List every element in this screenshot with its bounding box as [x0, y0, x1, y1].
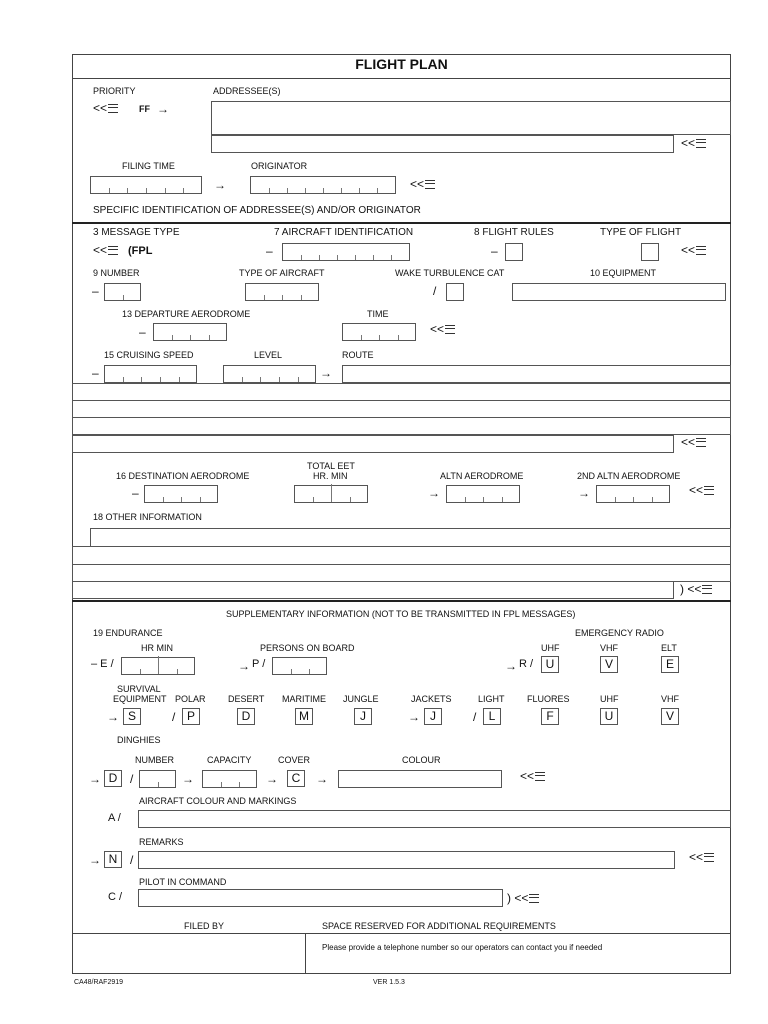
uhf-jacket-box[interactable]: U	[600, 708, 618, 725]
polar-label: POLAR	[175, 694, 206, 704]
divider	[72, 600, 731, 602]
capacity-field[interactable]	[202, 770, 257, 788]
total-eet-field[interactable]	[294, 485, 368, 503]
arrow-icon: →	[578, 486, 590, 500]
destination-field[interactable]	[144, 485, 218, 503]
level-field[interactable]	[223, 365, 316, 383]
remarks-field[interactable]	[138, 851, 675, 869]
jackets-label: JACKETS	[411, 694, 452, 704]
slash-symbol: /	[433, 284, 437, 298]
capacity-label: CAPACITY	[207, 755, 252, 765]
aircraft-id-label: 7 AIRCRAFT IDENTIFICATION	[274, 227, 414, 238]
dinghies-label: DINGHIES	[117, 735, 161, 745]
lt-symbol: <<	[681, 136, 696, 150]
time-label: TIME	[367, 309, 389, 319]
dash-symbol: –	[139, 325, 146, 339]
version: VER 1.5.3	[373, 979, 405, 986]
remarks-n-box[interactable]: N	[104, 851, 122, 868]
dash-symbol: –	[266, 244, 273, 258]
uhf-label-2: UHF	[600, 694, 619, 704]
end-marker	[520, 769, 545, 783]
aircraft-id-field[interactable]	[282, 243, 410, 261]
number-label: 9 NUMBER	[93, 268, 140, 278]
addressee-field-1[interactable]	[211, 101, 731, 135]
end-marker	[681, 136, 706, 150]
equals-icon	[445, 325, 455, 334]
emergency-label: EMERGENCY RADIO	[575, 628, 664, 638]
equipment-field[interactable]	[512, 283, 726, 301]
slash-symbol: /	[130, 772, 134, 786]
end-marker	[430, 322, 455, 336]
arrow-icon: →	[214, 178, 226, 192]
persons-field[interactable]	[272, 657, 327, 675]
survival-label-1: SURVIVAL	[117, 684, 161, 694]
flight-rules-field[interactable]	[505, 243, 523, 261]
pic-label: PILOT IN COMMAND	[139, 877, 227, 887]
slash-symbol: /	[130, 853, 134, 867]
arrow-icon: →	[107, 710, 119, 724]
lt-symbol: <<	[681, 243, 696, 257]
arrow-icon: →	[320, 366, 332, 380]
page-title: FLIGHT PLAN	[355, 56, 448, 72]
light-box[interactable]: L	[483, 708, 501, 725]
end-marker	[93, 243, 118, 257]
vhf-label-2: VHF	[661, 694, 679, 704]
wake-field[interactable]	[446, 283, 464, 301]
originator-field[interactable]	[250, 176, 396, 194]
e-prefix: – E /	[91, 658, 114, 670]
fluores-label: FLUORES	[527, 694, 570, 704]
end-marker	[681, 435, 706, 449]
vhf-jacket-box[interactable]: V	[661, 708, 679, 725]
remarks-label: REMARKS	[139, 837, 184, 847]
type-of-flight-label: TYPE OF FLIGHT	[600, 227, 682, 238]
dash-symbol: –	[132, 486, 139, 500]
altn-field[interactable]	[446, 485, 520, 503]
divider	[305, 933, 306, 974]
arrow-icon: →	[266, 772, 278, 786]
flight-rules-label: 8 FLIGHT RULES	[474, 227, 554, 238]
priority-label: PRIORITY	[93, 86, 136, 96]
ff-text: FF	[139, 104, 150, 114]
end-marker	[93, 101, 118, 115]
supp-title: SUPPLEMENTARY INFORMATION (NOT TO BE TRANSMITTED IN FPL MESSAGES)	[226, 609, 576, 619]
dash-symbol: –	[92, 366, 99, 380]
equals-icon	[704, 853, 714, 862]
arrow-icon: →	[505, 659, 517, 673]
jackets-box[interactable]: J	[424, 708, 442, 725]
lt-symbol: <<	[681, 435, 696, 449]
maritime-box[interactable]: M	[295, 708, 313, 725]
uhf-label: UHF	[541, 643, 560, 653]
arrow-icon: →	[238, 659, 250, 673]
elt-label: ELT	[661, 643, 677, 653]
arrow-icon: →	[89, 772, 101, 786]
aircraft-colour-label: AIRCRAFT COLOUR AND MARKINGS	[139, 796, 297, 806]
equals-icon	[696, 438, 706, 447]
route-field-2[interactable]	[72, 383, 731, 401]
hr-min-label: HR. MIN	[313, 471, 348, 481]
departure-label: 13 DEPARTURE AERODROME	[122, 309, 251, 319]
equals-icon	[704, 486, 714, 495]
light-label: LIGHT	[478, 694, 505, 704]
equipment-label: 10 EQUIPMENT	[590, 268, 657, 278]
desert-label: DESERT	[228, 694, 265, 704]
filing-time-field[interactable]	[90, 176, 202, 194]
lt-symbol: <<	[687, 582, 702, 596]
fluores-box[interactable]: F	[541, 708, 559, 725]
lt-symbol: <<	[689, 483, 704, 497]
vhf-label: VHF	[600, 643, 618, 653]
end-marker	[689, 483, 714, 497]
departure-field[interactable]	[153, 323, 227, 341]
equals-icon	[535, 772, 545, 781]
type-of-aircraft-field[interactable]	[245, 283, 319, 301]
end-marker	[681, 243, 706, 257]
arrow-icon: →	[408, 710, 420, 724]
route-label: ROUTE	[342, 350, 374, 360]
arrow-icon: →	[182, 772, 194, 786]
c-prefix: C /	[108, 891, 123, 903]
other-info-field-1[interactable]	[90, 528, 731, 547]
altn-label: ALTN AERODROME	[440, 471, 524, 481]
elt-box[interactable]: E	[661, 656, 679, 673]
filed-by-field[interactable]	[72, 934, 305, 974]
arrow-icon: →	[316, 772, 328, 786]
filing-time-label: FILING TIME	[122, 161, 175, 171]
cruising-label: 15 CRUISING SPEED	[104, 350, 194, 360]
equals-icon	[529, 894, 539, 903]
maritime-label: MARITIME	[282, 694, 326, 704]
equals-icon	[696, 246, 706, 255]
addressees-label: ADDRESSEE(S)	[213, 86, 281, 96]
equals-icon	[696, 139, 706, 148]
end-marker	[410, 177, 435, 191]
route-field-4[interactable]	[72, 417, 731, 435]
other-info-label: 18 OTHER INFORMATION	[93, 512, 202, 522]
destination-label: 16 DESTINATION AERODROME	[116, 471, 250, 481]
message-type-label: 3 MESSAGE TYPE	[93, 227, 180, 238]
end-marker	[689, 850, 714, 864]
p-prefix: P /	[252, 658, 266, 670]
lt-symbol: <<	[430, 322, 445, 336]
dash-symbol: –	[491, 244, 498, 258]
addressee-field-2[interactable]	[211, 135, 674, 153]
lt-symbol: <<	[93, 101, 108, 115]
persons-label: PERSONS ON BOARD	[260, 643, 355, 653]
survival-box[interactable]: S	[123, 708, 141, 725]
end-marker	[507, 891, 539, 905]
form-code: CA48/RAF2919	[74, 979, 124, 986]
type-of-flight-field[interactable]	[641, 243, 659, 261]
slash-symbol: /	[473, 710, 477, 724]
dinghy-number-label: NUMBER	[135, 755, 175, 765]
arrow-icon: →	[157, 102, 169, 116]
total-eet-label: TOTAL EET	[307, 461, 355, 471]
lt-symbol: <<	[689, 850, 704, 864]
other-info-field-2[interactable]	[72, 546, 731, 565]
dinghy-box[interactable]: D	[104, 770, 122, 787]
end-marker	[680, 582, 712, 596]
close-paren: )	[680, 582, 684, 596]
dinghy-number-field[interactable]	[139, 770, 176, 788]
cruising-speed-field[interactable]	[104, 365, 197, 383]
a-prefix: A /	[108, 812, 121, 824]
lt-symbol: <<	[514, 891, 529, 905]
jungle-label: JUNGLE	[343, 694, 379, 704]
survival-label-2: EQUIPMENT	[113, 694, 167, 704]
altn2-label: 2ND ALTN AERODROME	[577, 471, 681, 481]
route-field-1[interactable]	[342, 365, 731, 383]
other-info-field-3[interactable]	[72, 564, 731, 582]
equals-icon	[108, 246, 118, 255]
fpl-text: (FPL	[128, 245, 153, 257]
equals-icon	[425, 180, 435, 189]
arrow-icon: →	[428, 486, 440, 500]
time-field[interactable]	[342, 323, 416, 341]
equals-icon	[108, 104, 118, 113]
originator-label: ORIGINATOR	[251, 161, 308, 171]
wake-label: WAKE TURBULENCE CAT	[395, 268, 505, 278]
dash-symbol: –	[92, 284, 99, 298]
r-prefix: R /	[519, 658, 534, 670]
other-info-field-4[interactable]	[72, 581, 674, 599]
endurance-field[interactable]	[121, 657, 195, 675]
lt-symbol: <<	[93, 243, 108, 257]
colour-label: COLOUR	[402, 755, 441, 765]
phone-note: Please provide a telephone number so our operators can contact you if needed	[322, 943, 603, 952]
specific-ident-label: SPECIFIC IDENTIFICATION OF ADDRESSEE(S) AND/OR ORIGINATOR	[93, 205, 421, 216]
number-field[interactable]	[104, 283, 141, 301]
filed-by-label: FILED BY	[184, 921, 225, 931]
route-field-5[interactable]	[72, 435, 674, 453]
slash-symbol: /	[172, 710, 176, 724]
aircraft-colour-field[interactable]	[138, 810, 731, 828]
level-label: LEVEL	[254, 350, 283, 360]
uhf-box[interactable]: U	[541, 656, 559, 673]
jungle-box[interactable]: J	[354, 708, 372, 725]
divider	[72, 222, 731, 224]
endurance-hr-min-label: HR MIN	[141, 643, 173, 653]
lt-symbol: <<	[520, 769, 535, 783]
lt-symbol: <<	[410, 177, 425, 191]
divider	[72, 78, 731, 79]
close-paren: )	[507, 891, 511, 905]
arrow-icon: →	[89, 853, 101, 867]
polar-box[interactable]: P	[182, 708, 200, 725]
type-of-aircraft-label: TYPE OF AIRCRAFT	[239, 268, 325, 278]
desert-box[interactable]: D	[237, 708, 255, 725]
vhf-box[interactable]: V	[600, 656, 618, 673]
endurance-label: 19 ENDURANCE	[93, 628, 163, 638]
cover-label: COVER	[278, 755, 311, 765]
altn2-field[interactable]	[596, 485, 670, 503]
colour-field[interactable]	[338, 770, 502, 788]
space-reserved-label: SPACE RESERVED FOR ADDITIONAL REQUIREMENTS	[322, 921, 556, 931]
pic-field[interactable]	[138, 889, 503, 907]
route-field-3[interactable]	[72, 400, 731, 418]
cover-box[interactable]: C	[287, 770, 305, 787]
equals-icon	[702, 585, 712, 594]
